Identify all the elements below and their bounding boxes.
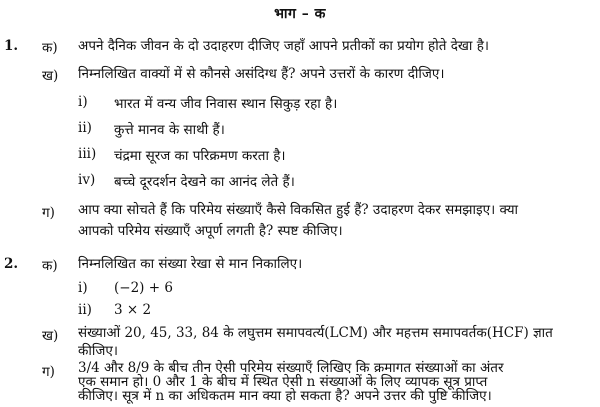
question-2-part-b-line-2: कीजिए। xyxy=(78,343,118,359)
section-title: भाग – क xyxy=(274,6,326,22)
question-2-part-a-text: निम्नलिखित का संख्या रेखा से मान निकालिए। xyxy=(78,256,303,272)
q1-b-item-3-text: चंद्रमा सूरज का परिक्रमण करता है। xyxy=(114,148,286,164)
q1-b-item-1-text: भारत में वन्य जीव निवास स्थान सिकुड़ रहा है। xyxy=(114,96,338,112)
q1-b-item-4-text: बच्चे दूरदर्शन देखने का आनंद लेते हैं। xyxy=(114,174,295,190)
q1-b-item-4-label: iv) xyxy=(78,172,96,188)
question-2-part-a-label: क) xyxy=(42,258,58,274)
q1-b-item-2-text: कुत्ते मानव के साथी हैं। xyxy=(114,122,225,138)
question-2-part-b-line-1: संख्याओं 20, 45, 33, 84 के लघुत्तम समापवर्त्य(LCM) और महत्तम समापवर्तक(HCF) ज्ञात xyxy=(78,325,553,341)
question-number-2: 2. xyxy=(4,256,19,272)
question-1-part-b-label: ख) xyxy=(42,68,59,84)
question-1-part-b-text: निम्नलिखित वाक्यों में से कौनसे असंदिग्ध हैं? अपने उत्तरों के कारण दीजिए। xyxy=(78,66,445,82)
question-2-part-c-label: ग) xyxy=(42,364,55,380)
question-1-part-c-label: ग) xyxy=(42,205,55,221)
question-1-part-c-line-1: आप क्या सोचते हैं कि परिमेय संख्याएँ कैसे विकसित हुई हैं? उदाहरण देकर समझाइए। क्या xyxy=(78,202,519,218)
question-2-part-b-label: ख) xyxy=(42,328,59,344)
question-1-part-c-line-2: आपको परिमेय संख्याएँ अपूर्ण लगती है? स्पष्ट कीजिए। xyxy=(78,223,343,239)
question-2-part-c-line-2: एक समान हो। 0 और 1 के बीच में स्थित ऐसी n संख्याओं के लिए व्यापक सूत्र प्राप्त xyxy=(78,374,488,390)
question-2-part-c-line-3: कीजिए। सूत्र में n का अधिकतम मान क्या हो सकता है? अपने उत्तर की पुष्टि कीजिए। xyxy=(78,388,492,404)
question-2-part-c-line-1: 3/4 और 8/9 के बीच तीन ऐसी परिमेय संख्याएँ लिखिए कि क्रमागत संख्याओं का अंतर xyxy=(78,360,504,376)
question-number-1: 1. xyxy=(4,38,19,54)
q2-a-item-1-label: i) xyxy=(78,280,88,296)
q2-a-item-1-expr: (−2) + 6 xyxy=(114,280,173,296)
q1-b-item-2-label: ii) xyxy=(78,120,92,136)
question-1-part-a-label: क) xyxy=(42,40,58,56)
q2-a-item-2-label: ii) xyxy=(78,302,92,318)
q1-b-item-3-label: iii) xyxy=(78,146,97,162)
q2-a-item-2-expr: 3 × 2 xyxy=(114,302,152,318)
q1-b-item-1-label: i) xyxy=(78,94,88,110)
question-1-part-a-text: अपने दैनिक जीवन के दो उदाहरण दीजिए जहाँ आपने प्रतीकों का प्रयोग होते देखा है। xyxy=(78,38,489,54)
